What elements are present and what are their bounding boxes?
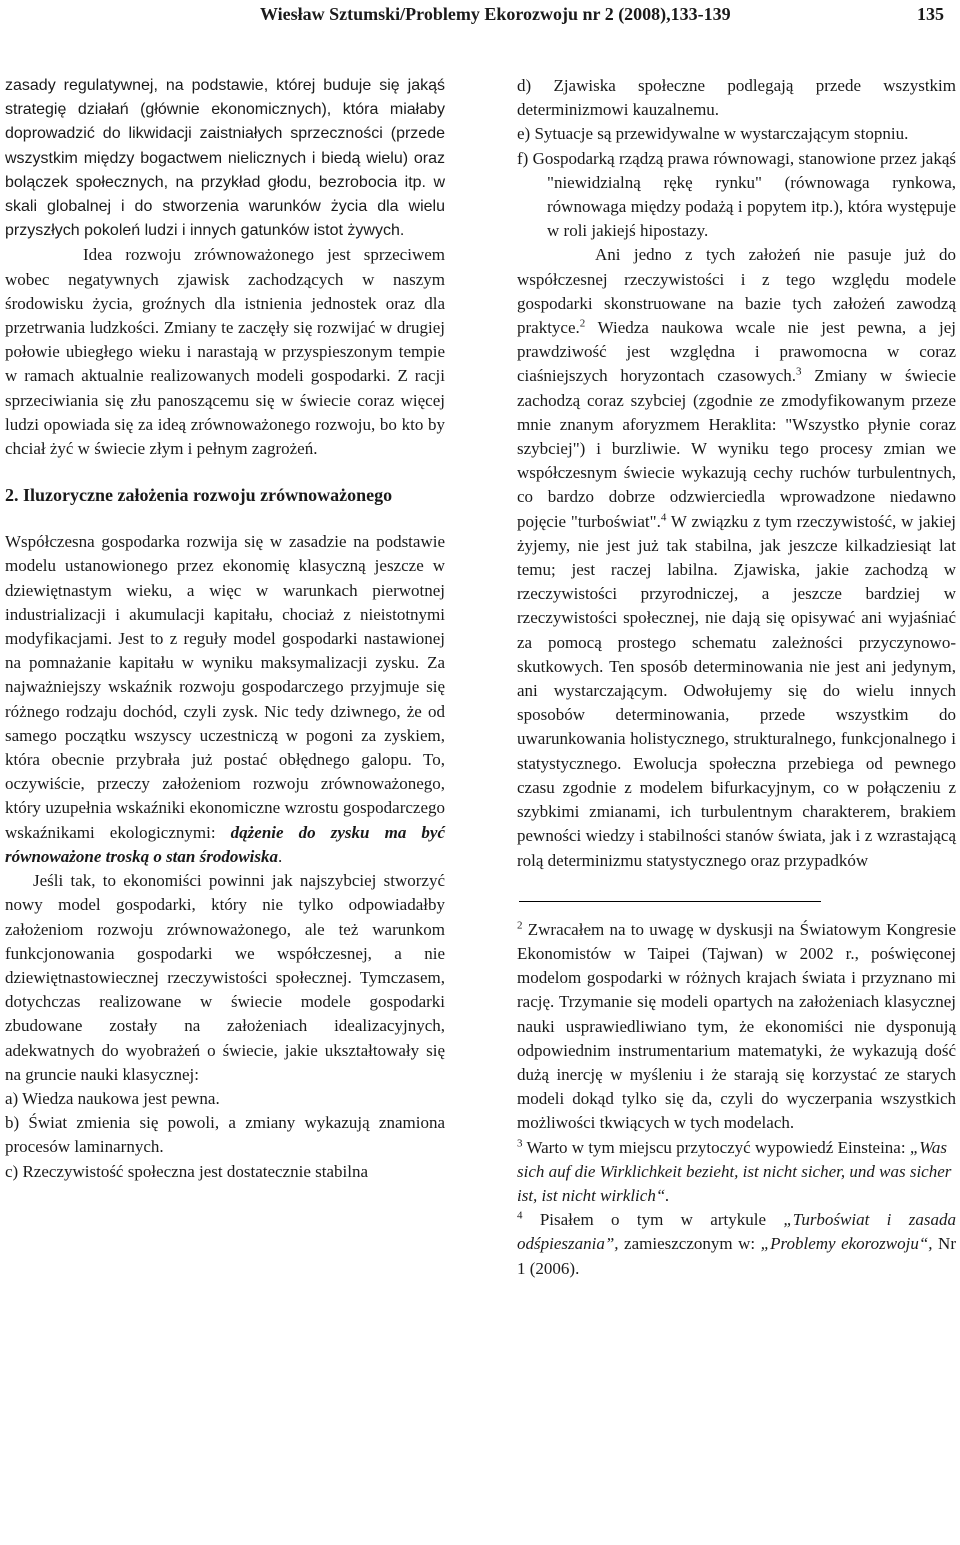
paragraph-economists: Jeśli tak, to ekonomiści powinni jak najszybciej stworzyć nowy model gospodarki, który nie tylko odpowiadałby założeniom rozwoju zrównoważonego, ale też warunkom funkcjonowania gospodarki we współczesnej, a nie dziewiętnastowiecznej rzeczywistości społecznej. Tymczasem, dotychczas realizowane w świecie modele gospodarki zbudowane zostały na założeniach idealizacyjnych, adekwatnych do wyobrażeń o świecie, jakie ukształtowały się na gruncie nauki klasycznej:: [5, 871, 445, 1084]
paragraph-intro: zasady regulatywnej, na podstawie, której buduje się jakąś strategię działań (głównie ekonomicznych), która miałaby doprowadzić do likwidacji zaistniałych sprzeczności (przede wszystkim między bogactwem nielicznych i biedą wielu) oraz bolączek społecznych, na przykład głodu, bezrobocia itp. w skali globalnej i do stworzenia warunków życia dla wielu przyszłych pokoleń ludzi i innych gatunków istot żywych.: [5, 77, 445, 240]
footnote-2: [517, 918, 956, 1136]
list-item-d: d) Zjawiska społeczne podlegają przede wszystkim determinizmowi kauzalnemu.: [517, 76, 956, 120]
footnote-text: zamieszczonym w:: [618, 1234, 761, 1254]
footnote-text: Nr 1 (2006).: [517, 1234, 956, 1278]
section-heading: 2. Iluzoryczne założenia rozwoju zrównoważonego: [5, 485, 393, 506]
list-item-a: a) Wiedza naukowa jest pewna.: [5, 1088, 220, 1108]
list-item-b: b) Świat zmienia się powoli, a zmiany wykazują znamiona procesów laminarnych.: [5, 1113, 445, 1157]
running-header: [0, 0, 960, 36]
paragraph-part: Wiedza naukowa wcale nie jest pewna, a jej prawdziwość jest względna i prawomocna w coraz ciaśniejszych horyzontach czasowych.: [517, 318, 956, 386]
footnote-number: 2: [517, 919, 523, 932]
footnote-3: [517, 1136, 956, 1209]
footnote-article-title: „Turboświat i zasada odśpieszania”,: [517, 1210, 956, 1254]
paragraph-economy-end: .: [278, 846, 283, 866]
footnote-ref-3[interactable]: 3: [796, 365, 802, 378]
paragraph-assumptions: [517, 243, 956, 872]
footnote-text: Warto w tym miejscu przytoczyć wypowiedź Einsteina:: [522, 1137, 910, 1157]
footnote-4: [517, 1208, 956, 1281]
footnote-number: 4: [517, 1209, 523, 1222]
footnote-divider: [519, 901, 821, 902]
footnote-text: Pisałem o tym w artykule: [522, 1210, 784, 1230]
paragraph-part: W związku z tym rzeczywistość, w jakiej żyjemy, nie jest już tak stabilna, jak jeszcze kilkadziesiąt lat temu; jest raczej labilna. Zjawiska, jakie zachodzą w rzeczywistości przyrodniczej, a jeszcze bardziej w rzeczywistości społecznej, nie dają się opisywać ani wyjaśniać za pomocą prostego schematu zależności przyczynowo-skutkowych. Ten sposób determinowania nie jest ani jedynym, ani wystarczającym. Odwołujemy się do wielu innych sposobów determinowania, przede wszystkim do uwarunkowania holistycznego, strukturalnego, funkcjonalnego i statystycznego. Ewolucja społeczna przebiega od pewnego czasu zgodnie z modelem bifurkacyjnym, co w połączeniu z szybkimi zmianami, ich turbulentnym charakterem, brakiem pewności wiedzy i stabilności stanów świata, jak i z wzrastającą rolą determinizmu statystycznego oraz przypadków: [517, 511, 956, 870]
footnote-number: 3: [517, 1136, 523, 1149]
paragraph-economy-text: Współczesna gospodarka rozwija się w zasadzie na podstawie modelu ustanowionego przez ekonomię klasyczną jeszcze w dziewiętnastym wieku, a więc w warunkach pierwotnej industrializacji i akumulacji kapitału, chociaż z nieistotnymi modyfikacjami. Jest to z reguły model gospodarki nastawionej na pomnażanie kapitału w wyniku maksymalizacji zysku. Za najważniejszy wskaźnik rozwoju gospodarczego przyjmuje się różnego rodzaju dochód, czyli zysk. Nic tedy dziwnego, że od samego początku wszyscy uczestniczą w pogoni za zyskiem, która obecnie przybrała już postać obłędnego galopu. To, oczywiście, przeczy założeniom rozwoju zrównoważonego, który uzupełnia wskaźniki ekonomiczne wzrostu gospodarczego wskaźnikami ekologicznymi:: [5, 532, 445, 842]
paragraph-idea: Idea rozwoju zrównoważonego jest sprzeciwem wobec negatywnych zjawisk zachodzących w naszym środowisku życia, groźnych dla istnienia jednostek oraz dla przetrwania ludzkości. Zmiany te zaczęły się rozwijać w drugiej połowie ubiegłego wieku i narastają w przyspieszonym tempie w ramach aktualnie realizowanych modeli gospodarki. Z racji sprzeciwiania się złu panoszącemu się w świecie coraz więcej ludzi opowiada się za ideą zrównoważonego rozwoju, bo kto by chciał żyć w świecie złym i pełnym zagrożeń.: [5, 245, 445, 459]
emphasis-text: dążenie do zysku ma być równoważone troską o stan środowiska: [5, 822, 446, 866]
footnote-quote: „Was sich auf die Wirklichkeit bezieht, ist nicht sicher, und was sicher ist, ist nicht wirklich“.: [517, 1137, 952, 1205]
footnote-ref-4[interactable]: 4: [660, 511, 667, 523]
list-item-e: e) Sytuacje są przewidywalne w wystarczającym stopniu.: [517, 124, 909, 144]
list-item-f: f) Gospodarką rządzą prawa równowagi, stanowione przez jakąś "niewidzialną rękę rynku" (równowaga rynkowa, równowaga między podażą i popytem itp.), która występuje w roli jakiejś hipostazy.: [517, 148, 956, 241]
header-title: Wiesław Sztumski/Problemy Ekorozwoju nr 2 (2008),133-139: [260, 4, 731, 24]
paragraph-economy: [5, 530, 445, 869]
footnote-text: Zwracałem na to uwagę w dyskusji na Światowym Kongresie Ekonomistów w Taipei (Tajwan) w 2002 r., poświęconej modelom gospodarki w różnych krajach świata i przyznano mi rację. Trzymanie się modeli opartych na założeniach klasycznej nauki usprawiedliwiano tym, że ekonomiści nie dysponują odpowiednim instrumentarium matematyki, że wykazują dość dużą inercję w myśleniu i że starają się korzystać ze starych modeli dokąd tylko się da, czyli do wyczerpania wszystkich możliwości tkwiących w tych modelach.: [517, 919, 956, 1133]
paragraph-part: Ani jedno z tych założeń nie pasuje już do współczesnej rzeczywistości i z tego względu modele gospodarki skonstruowane na bazie tych założeń zawodzą praktyce.: [517, 245, 956, 338]
page-number: 135: [917, 4, 944, 24]
footnote-ref-2[interactable]: 2: [579, 317, 586, 330]
list-item-c: c) Rzeczywistość społeczna jest dostatecznie stabilna: [5, 1161, 368, 1181]
right-column: [517, 74, 956, 1281]
paragraph-part: Zmiany w świecie zachodzą coraz szybciej (zgodnie ze zmodyfikowanym przeze mnie znanym aforyzmem Heraklita: "Wszystko płynie coraz szybciej") i burzliwie. W wyniku tego procesy zmian we współczesnym świecie wykazują cechy ruchów turbulentnych, co bardzo dobrze odzwierciedla wprowadzone niedawno pojęcie "turboświat".: [517, 366, 956, 531]
left-column: [5, 74, 445, 1184]
footnote-journal: „Problemy ekorozwoju“,: [760, 1234, 933, 1254]
